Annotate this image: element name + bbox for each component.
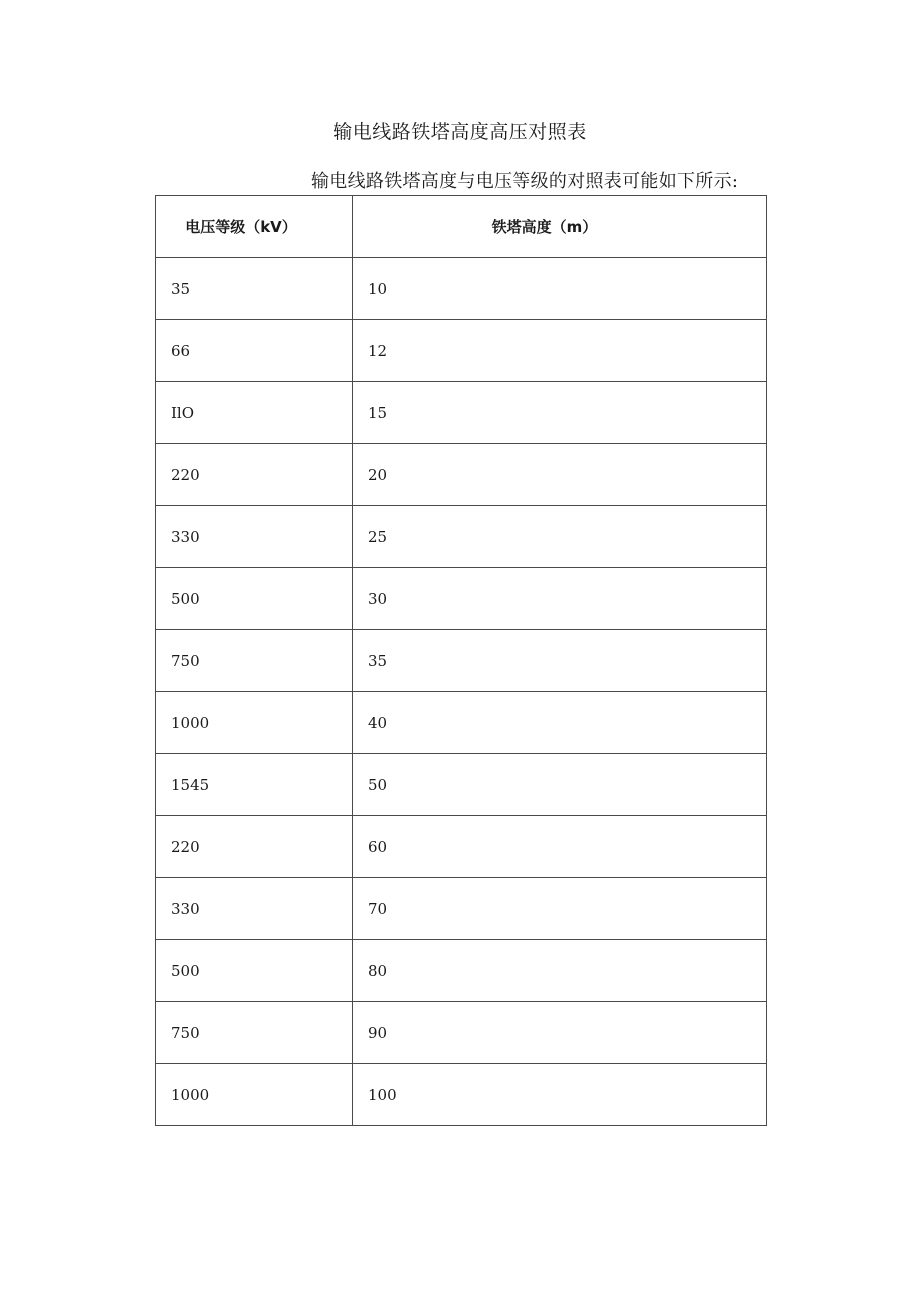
voltage-cell: 1545 <box>156 754 353 816</box>
table-row <box>156 258 767 320</box>
height-cell: 50 <box>353 754 767 816</box>
table-row <box>156 382 767 444</box>
voltage-cell: 1000 <box>156 1064 353 1126</box>
height-cell: 30 <box>353 568 767 630</box>
table-row <box>156 568 767 630</box>
height-cell: 80 <box>353 940 767 1002</box>
voltage-cell: 220 <box>156 816 353 878</box>
height-cell: 40 <box>353 692 767 754</box>
voltage-cell: 66 <box>156 320 353 382</box>
height-cell: 90 <box>353 1002 767 1064</box>
height-cell: 100 <box>353 1064 767 1126</box>
voltage-cell: 500 <box>156 940 353 1002</box>
height-cell: 15 <box>353 382 767 444</box>
table-row <box>156 630 767 692</box>
table-row <box>156 692 767 754</box>
table-row <box>156 506 767 568</box>
voltage-cell: 750 <box>156 630 353 692</box>
voltage-cell: 330 <box>156 506 353 568</box>
height-cell: 35 <box>353 630 767 692</box>
voltage-cell: 220 <box>156 444 353 506</box>
height-cell: 70 <box>353 878 767 940</box>
header-tower-height: 铁塔高度（m） <box>353 196 767 258</box>
table-row <box>156 816 767 878</box>
voltage-height-table <box>155 195 767 1126</box>
height-cell: 20 <box>353 444 767 506</box>
header-voltage-level: 电压等级（kV） <box>156 196 353 258</box>
table-row <box>156 878 767 940</box>
table-row <box>156 940 767 1002</box>
height-cell: 60 <box>353 816 767 878</box>
intro-paragraph: 输电线路铁塔高度与电压等级的对照表可能如下所示: <box>311 171 739 192</box>
voltage-cell: 35 <box>156 258 353 320</box>
voltage-cell: 750 <box>156 1002 353 1064</box>
height-cell: 12 <box>353 320 767 382</box>
height-cell: 10 <box>353 258 767 320</box>
table-row <box>156 444 767 506</box>
table-row <box>156 1064 767 1126</box>
table-row <box>156 320 767 382</box>
height-cell: 25 <box>353 506 767 568</box>
voltage-cell: 500 <box>156 568 353 630</box>
table-row <box>156 754 767 816</box>
table-header-row <box>156 196 767 258</box>
voltage-cell: IlO <box>156 382 353 444</box>
voltage-cell: 330 <box>156 878 353 940</box>
table-row <box>156 1002 767 1064</box>
document-title: 输电线路铁塔高度高压对照表 <box>333 121 587 143</box>
voltage-cell: 1000 <box>156 692 353 754</box>
